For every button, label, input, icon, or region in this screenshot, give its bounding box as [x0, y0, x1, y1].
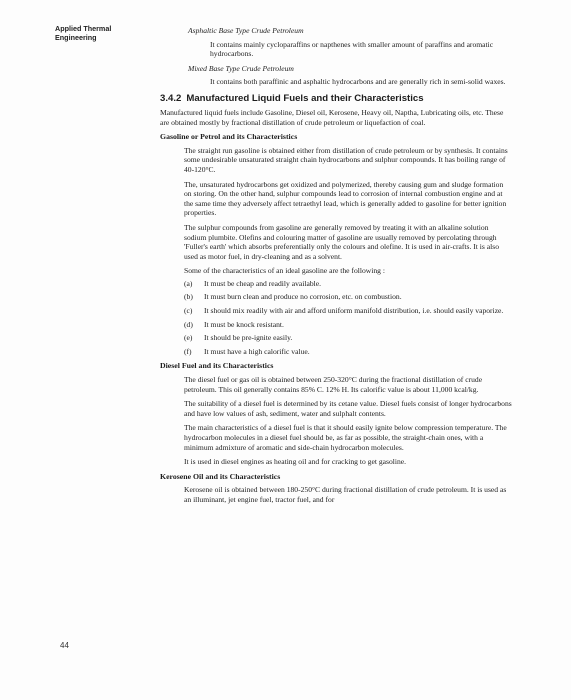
list-item-text: It should be pre-ignite easily. — [204, 333, 293, 343]
diesel-block — [160, 361, 512, 466]
gasoline-paragraph-2: The, unsaturated hydrocarbons get oxidized and polymerized, thereby causing gum and sludge formation on storing. On the other hand, sulphur compounds lead to corrosion of internal combustion engine and at the same time they adversely affect tetraethyl lead, which is generally added to gasoline for better ignition properties. — [184, 179, 507, 218]
asphaltic-heading: Asphaltic Base Type Crude Petroleum — [188, 26, 304, 35]
list-item-text: It must be cheap and readily available. — [204, 278, 322, 288]
section-heading — [160, 93, 512, 105]
running-header-title: Applied Thermal Engineering — [55, 24, 112, 42]
list-item — [160, 306, 512, 316]
mixed-text: It contains both paraffinic and asphaltic hydrocarbons and are generally rich in semi-solid waxes. — [210, 77, 506, 87]
list-item-label: (a) — [184, 278, 193, 288]
gasoline-block — [160, 132, 512, 356]
section-number: 3.4.2 — [160, 92, 182, 104]
gasoline-paragraph-3: The sulphur compounds from gasoline are generally removed by treating it with an alkaline solution sodium plumbite. Olefins and colouring matter of gasoline are usually removed by percolating through 'Fuller's earth' which absorbs preferentially only the colours and olefine. It is used in air-crafts. It is also used as motor fuel, in dry-cleaning and as a solvent. — [184, 222, 499, 261]
list-item — [160, 292, 512, 302]
list-item-text: It should mix readily with air and afford uniform manifold distribution, i.e. should easily vaporize. — [204, 306, 504, 316]
kerosene-block — [160, 472, 512, 505]
section-intro: Manufactured liquid fuels include Gasoline, Diesel oil, Kerosene, Heavy oil, Naptha, Lubricating oils, etc. These are obtained mostly by fractional distillation of crude petroleum or liquefaction of coal. — [160, 107, 504, 127]
list-item-label: (c) — [184, 306, 193, 316]
diesel-paragraph-4: It is used in diesel engines as heating oil and for cracking to get gasoline. — [184, 457, 407, 467]
list-item-label: (f) — [184, 346, 192, 356]
mixed-heading: Mixed Base Type Crude Petroleum — [188, 63, 294, 73]
gasoline-list-intro: Some of the characteristics of an ideal gasoline are the following : — [184, 266, 385, 276]
diesel-paragraph-3: The main characteristics of a diesel fuel is that it should easily ignite below compression temperature. The hydrocarbon molecules in a diesel fuel should be, as far as possible, the straight-chain ones, with a minimum admixture of aromatic and side-chain hydrocarbon molecules. — [184, 423, 507, 452]
list-item-label: (e) — [184, 333, 193, 343]
gasoline-heading: Gasoline or Petrol and its Characteristics — [160, 132, 298, 142]
section-block — [160, 93, 512, 127]
list-item — [160, 347, 512, 357]
list-item — [160, 320, 512, 330]
kerosene-heading: Kerosene Oil and its Characteristics — [160, 471, 281, 481]
list-item-text: It must burn clean and produce no corrosion, etc. on combustion. — [204, 292, 402, 302]
diesel-paragraph-1: The diesel fuel or gas oil is obtained between 250-320°C during the fractional distillation of crude petroleum. This oil generally contains 85% C. 12% H. Its calorific value is about 11,000 kcal/kg. — [184, 375, 483, 394]
list-item — [160, 333, 512, 343]
diesel-paragraph-2: The suitability of a diesel fuel is determined by its cetane value. Diesel fuels consist of longer hydrocarbons and have low values of ash, sediment, water and sulphalt contents. — [184, 399, 512, 418]
page-number: 44 — [60, 641, 69, 650]
asphaltic-text: It contains mainly cycloparaffins or napthenes with smaller amount of paraffins and aromatic hydrocarbons. — [210, 39, 494, 59]
mixed-block — [160, 64, 512, 87]
asphaltic-block — [160, 26, 512, 59]
list-item-text: It must be knock resistant. — [204, 319, 284, 329]
section-title: Manufactured Liquid Fuels and their Characteristics — [186, 92, 424, 104]
list-item — [160, 279, 512, 289]
list-item-label: (b) — [184, 292, 193, 302]
page-content — [160, 24, 512, 505]
diesel-heading: Diesel Fuel and its Characteristics — [160, 361, 274, 371]
gasoline-paragraph-1: The straight run gasoline is obtained either from distillation of crude petroleum or by synthesis. It contains some undesirable unsaturated straight chain hydrocarbons and sulphur compounds. It has boiling range of 40-120°C. — [184, 145, 508, 174]
kerosene-paragraph-1: Kerosene oil is obtained between 180-250°C during fractional distillation of crude petroleum. It is used as an illuminant, jet engine fuel, tractor fuel, and for — [184, 485, 507, 504]
list-item-text: It must have a high calorific value. — [204, 346, 310, 356]
gasoline-characteristics-list — [160, 279, 512, 357]
list-item-label: (d) — [184, 319, 193, 329]
